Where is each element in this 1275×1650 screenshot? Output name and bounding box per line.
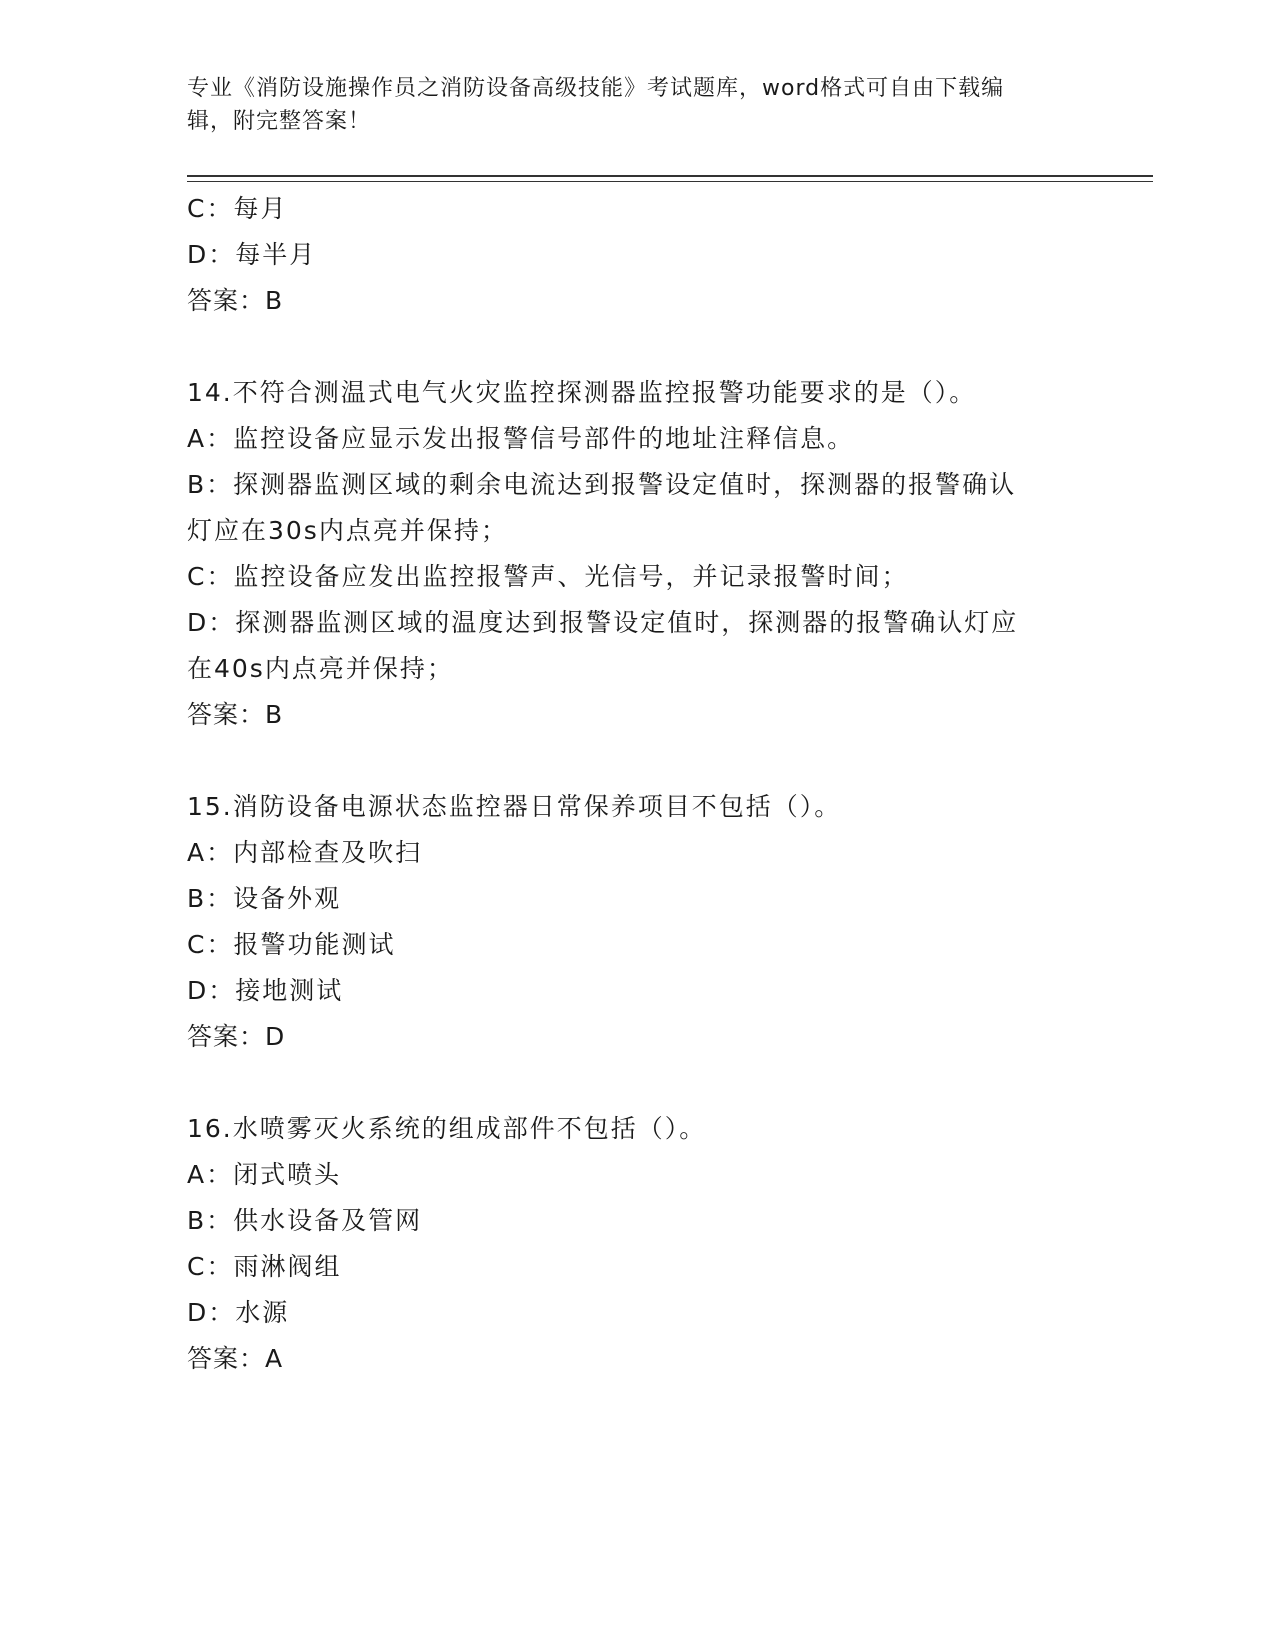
option-d-continued: 在40s内点亮并保持； (187, 654, 454, 683)
option-c: C：监控设备应发出监控报警声、光信号，并记录报警时间； (187, 562, 909, 591)
question-15 (187, 784, 1087, 1060)
option-a: A：内部检查及吹扫 (187, 838, 423, 867)
option-a: A：闭式喷头 (187, 1160, 342, 1189)
header-divider-thin (187, 181, 1153, 182)
option-d: D：探测器监测区域的温度达到报警设定值时，探测器的报警确认灯应 (187, 608, 1019, 637)
option-d: D：每半月 (187, 240, 317, 269)
document-header (187, 72, 1067, 138)
question-stem: 14.不符合测温式电气火灾监控探测器监控报警功能要求的是（）。 (187, 378, 977, 407)
header-line-1: 专业《消防设施操作员之消防设备高级技能》考试题库，word格式可自由下载编 (187, 76, 1005, 101)
spacer (187, 738, 1087, 784)
question-list (187, 186, 1087, 1382)
header-divider-thick (187, 175, 1153, 177)
question-16 (187, 1106, 1087, 1382)
answer: 答案：A (187, 1344, 284, 1373)
option-b-continued: 灯应在30s内点亮并保持； (187, 516, 508, 545)
question-stem: 15.消防设备电源状态监控器日常保养项目不包括（）。 (187, 792, 842, 821)
answer: 答案：B (187, 286, 284, 315)
question-13-continued (187, 186, 1087, 324)
question-14 (187, 370, 1087, 738)
spacer (187, 1060, 1087, 1106)
option-b: B：供水设备及管网 (187, 1206, 423, 1235)
answer: 答案：B (187, 700, 284, 729)
spacer (187, 324, 1087, 370)
option-b: B：设备外观 (187, 884, 342, 913)
option-a: A：监控设备应显示发出报警信号部件的地址注释信息。 (187, 424, 855, 453)
question-stem: 16.水喷雾灭火系统的组成部件不包括（）。 (187, 1114, 707, 1143)
option-d: D：接地测试 (187, 976, 344, 1005)
option-c: C：报警功能测试 (187, 930, 396, 959)
option-d: D：水源 (187, 1298, 290, 1327)
option-b: B：探测器监测区域的剩余电流达到报警设定值时，探测器的报警确认 (187, 470, 1017, 499)
answer: 答案：D (187, 1022, 286, 1051)
option-c: C：雨淋阀组 (187, 1252, 342, 1281)
header-line-2: 辑，附完整答案！ (187, 109, 372, 134)
option-c: C：每月 (187, 194, 288, 223)
